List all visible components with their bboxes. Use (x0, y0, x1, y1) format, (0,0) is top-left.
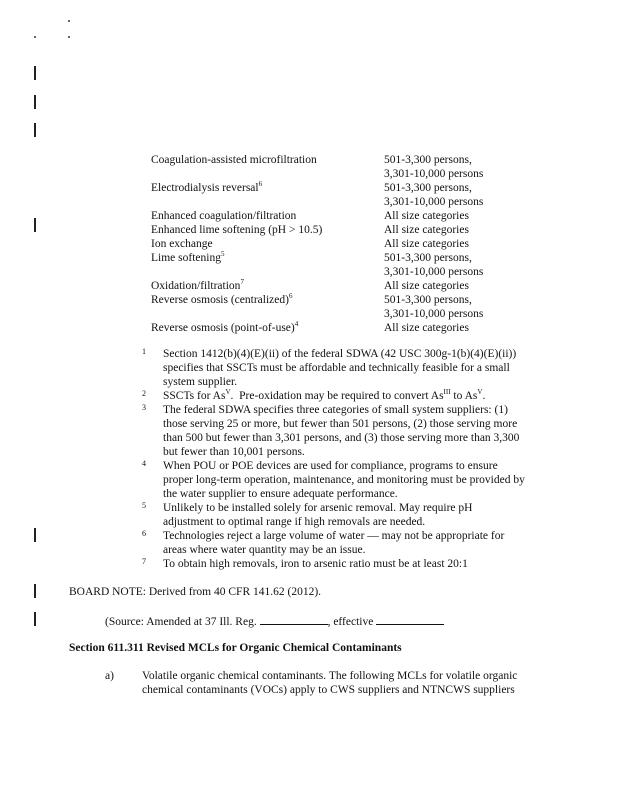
technology-name: Reverse osmosis (point-of-use) (151, 322, 295, 334)
footnote-line: To obtain high removals, iron to arsenic ratio must be at least 20:1 (163, 558, 468, 570)
superscript: V (477, 388, 483, 397)
size-category: All size categories (384, 280, 469, 292)
footnote (163, 529, 548, 557)
footnote-line: SSCTs for $As^V$. Pre-oxidation may be required to convert $As^{III}$ to $As^V$. (163, 388, 486, 402)
table-row (151, 321, 298, 335)
footnote-line: system supplier. (163, 376, 238, 388)
footnote-line: Technologies reject a large volume of water — may not be appropriate for (163, 530, 505, 542)
table-row (151, 223, 322, 237)
blank-line (376, 613, 444, 625)
size-category: All size categories (384, 322, 469, 334)
footnote-line: specifies that SSCTs must be affordable and technically feasible for a small (163, 362, 510, 374)
paragraph-label: a) (105, 670, 114, 682)
scan-speck (68, 36, 70, 38)
superscript: III (443, 388, 451, 397)
footnote-line: but fewer than 10,001 persons. (163, 446, 305, 458)
footnote (163, 389, 548, 403)
footnote-ref: 5 (220, 250, 225, 259)
footnote-ref: 6 (288, 292, 293, 301)
change-bar (34, 218, 36, 232)
footnote-number: 5 (142, 501, 146, 510)
table-row (151, 181, 262, 195)
footnote-line: Section 1412(b)(4)(E)(ii) of the federal SDWA (42 USC 300g-1(b)(4)(E)(ii)) (163, 348, 517, 360)
scan-speck (34, 36, 36, 38)
superscript: V (225, 388, 231, 397)
footnote-line: When POU or POE devices are used for compliance, programs to ensure (163, 460, 498, 472)
footnote-text: Pre-oxidation may be required to convert As (239, 390, 444, 402)
source-prefix: (Source: Amended at 37 Ill. Reg. (105, 616, 260, 628)
size-category: All size categories (384, 210, 469, 222)
footnote-number: 2 (142, 389, 146, 398)
scan-speck (68, 20, 70, 22)
technology-name: Lime softening (151, 252, 221, 264)
footnote-line: those serving 25 or more, but fewer than 501 persons, (2) those serving more (163, 418, 518, 430)
table-row (151, 237, 213, 251)
technology-name: Oxidation/filtration (151, 280, 241, 292)
source-middle: , effective (327, 616, 377, 628)
footnote-text: SSCTs for As (163, 390, 226, 402)
board-note: BOARD NOTE: Derived from 40 CFR 141.62 (2012). (69, 586, 322, 598)
table-row (151, 209, 296, 223)
footnote (163, 557, 548, 571)
paragraph-line: chemical contaminants (VOCs) apply to CWS suppliers and NTNCWS suppliers (142, 684, 515, 696)
source-note (105, 613, 444, 629)
footnote-number: 4 (142, 459, 146, 468)
footnote-ref: 4 (294, 320, 299, 329)
footnote (163, 403, 548, 459)
change-bar (34, 528, 36, 542)
paragraph-a (142, 669, 517, 697)
size-category: 501-3,300 persons, (384, 154, 472, 166)
footnote-line: proper long-term operation, maintenance, and monitoring must be provided by (163, 474, 525, 486)
size-category: 3,301-10,000 persons (384, 196, 484, 208)
blank-line (260, 613, 328, 625)
technology-name: Coagulation-assisted microfiltration (151, 154, 317, 166)
footnote-line: than 500 but fewer than 3,301 persons, and (3) those serving more than 3,300 (163, 432, 520, 444)
footnote-number: 1 (142, 347, 146, 356)
change-bar (34, 612, 36, 626)
size-category: 501-3,300 persons, (384, 252, 472, 264)
size-category: 501-3,300 persons, (384, 294, 472, 306)
technology-name: Ion exchange (151, 238, 213, 250)
footnote-line: The federal SDWA specifies three categories of small system suppliers: (1) (163, 404, 508, 416)
footnote-number: 7 (142, 557, 146, 566)
footnote-line: areas where water quantity may be an issue. (163, 544, 366, 556)
footnote-number: 3 (142, 403, 146, 412)
size-category: 3,301-10,000 persons (384, 308, 484, 320)
footnote-text: to As (453, 390, 478, 402)
section-heading: Section 611.311 Revised MCLs for Organic Chemical Contaminants (69, 642, 402, 654)
size-category: All size categories (384, 224, 469, 236)
footnote-ref: 7 (240, 278, 244, 287)
size-category: 501-3,300 persons, (384, 182, 472, 194)
size-category: 3,301-10,000 persons (384, 168, 484, 180)
change-bar (34, 66, 36, 80)
size-category: 3,301-10,000 persons (384, 266, 484, 278)
table-row (151, 251, 224, 265)
change-bar (34, 584, 36, 598)
change-bar (34, 123, 36, 137)
footnote (163, 347, 548, 389)
size-category: All size categories (384, 238, 469, 250)
footnote-line: adjustment to optimal range if high removals are needed. (163, 516, 426, 528)
technology-name: Reverse osmosis (centralized) (151, 294, 289, 306)
table-row (151, 153, 317, 167)
table-row (151, 279, 244, 293)
footnote-line: Unlikely to be installed solely for arsenic removal. May require pH (163, 502, 473, 514)
footnote-number: 6 (142, 529, 146, 538)
footnote (163, 459, 548, 501)
footnote (163, 501, 548, 529)
technology-name: Electrodialysis reversal (151, 182, 259, 194)
footnote-ref: 6 (258, 180, 263, 189)
footnote-line: the water supplier to ensure adequate performance. (163, 488, 398, 500)
technology-name: Enhanced lime softening (pH > 10.5) (151, 224, 323, 236)
paragraph-line: Volatile organic chemical contaminants. The following MCLs for volatile organic (142, 670, 518, 682)
change-bar (34, 95, 36, 109)
table-row (151, 293, 292, 307)
technology-name: Enhanced coagulation/filtration (151, 210, 297, 222)
